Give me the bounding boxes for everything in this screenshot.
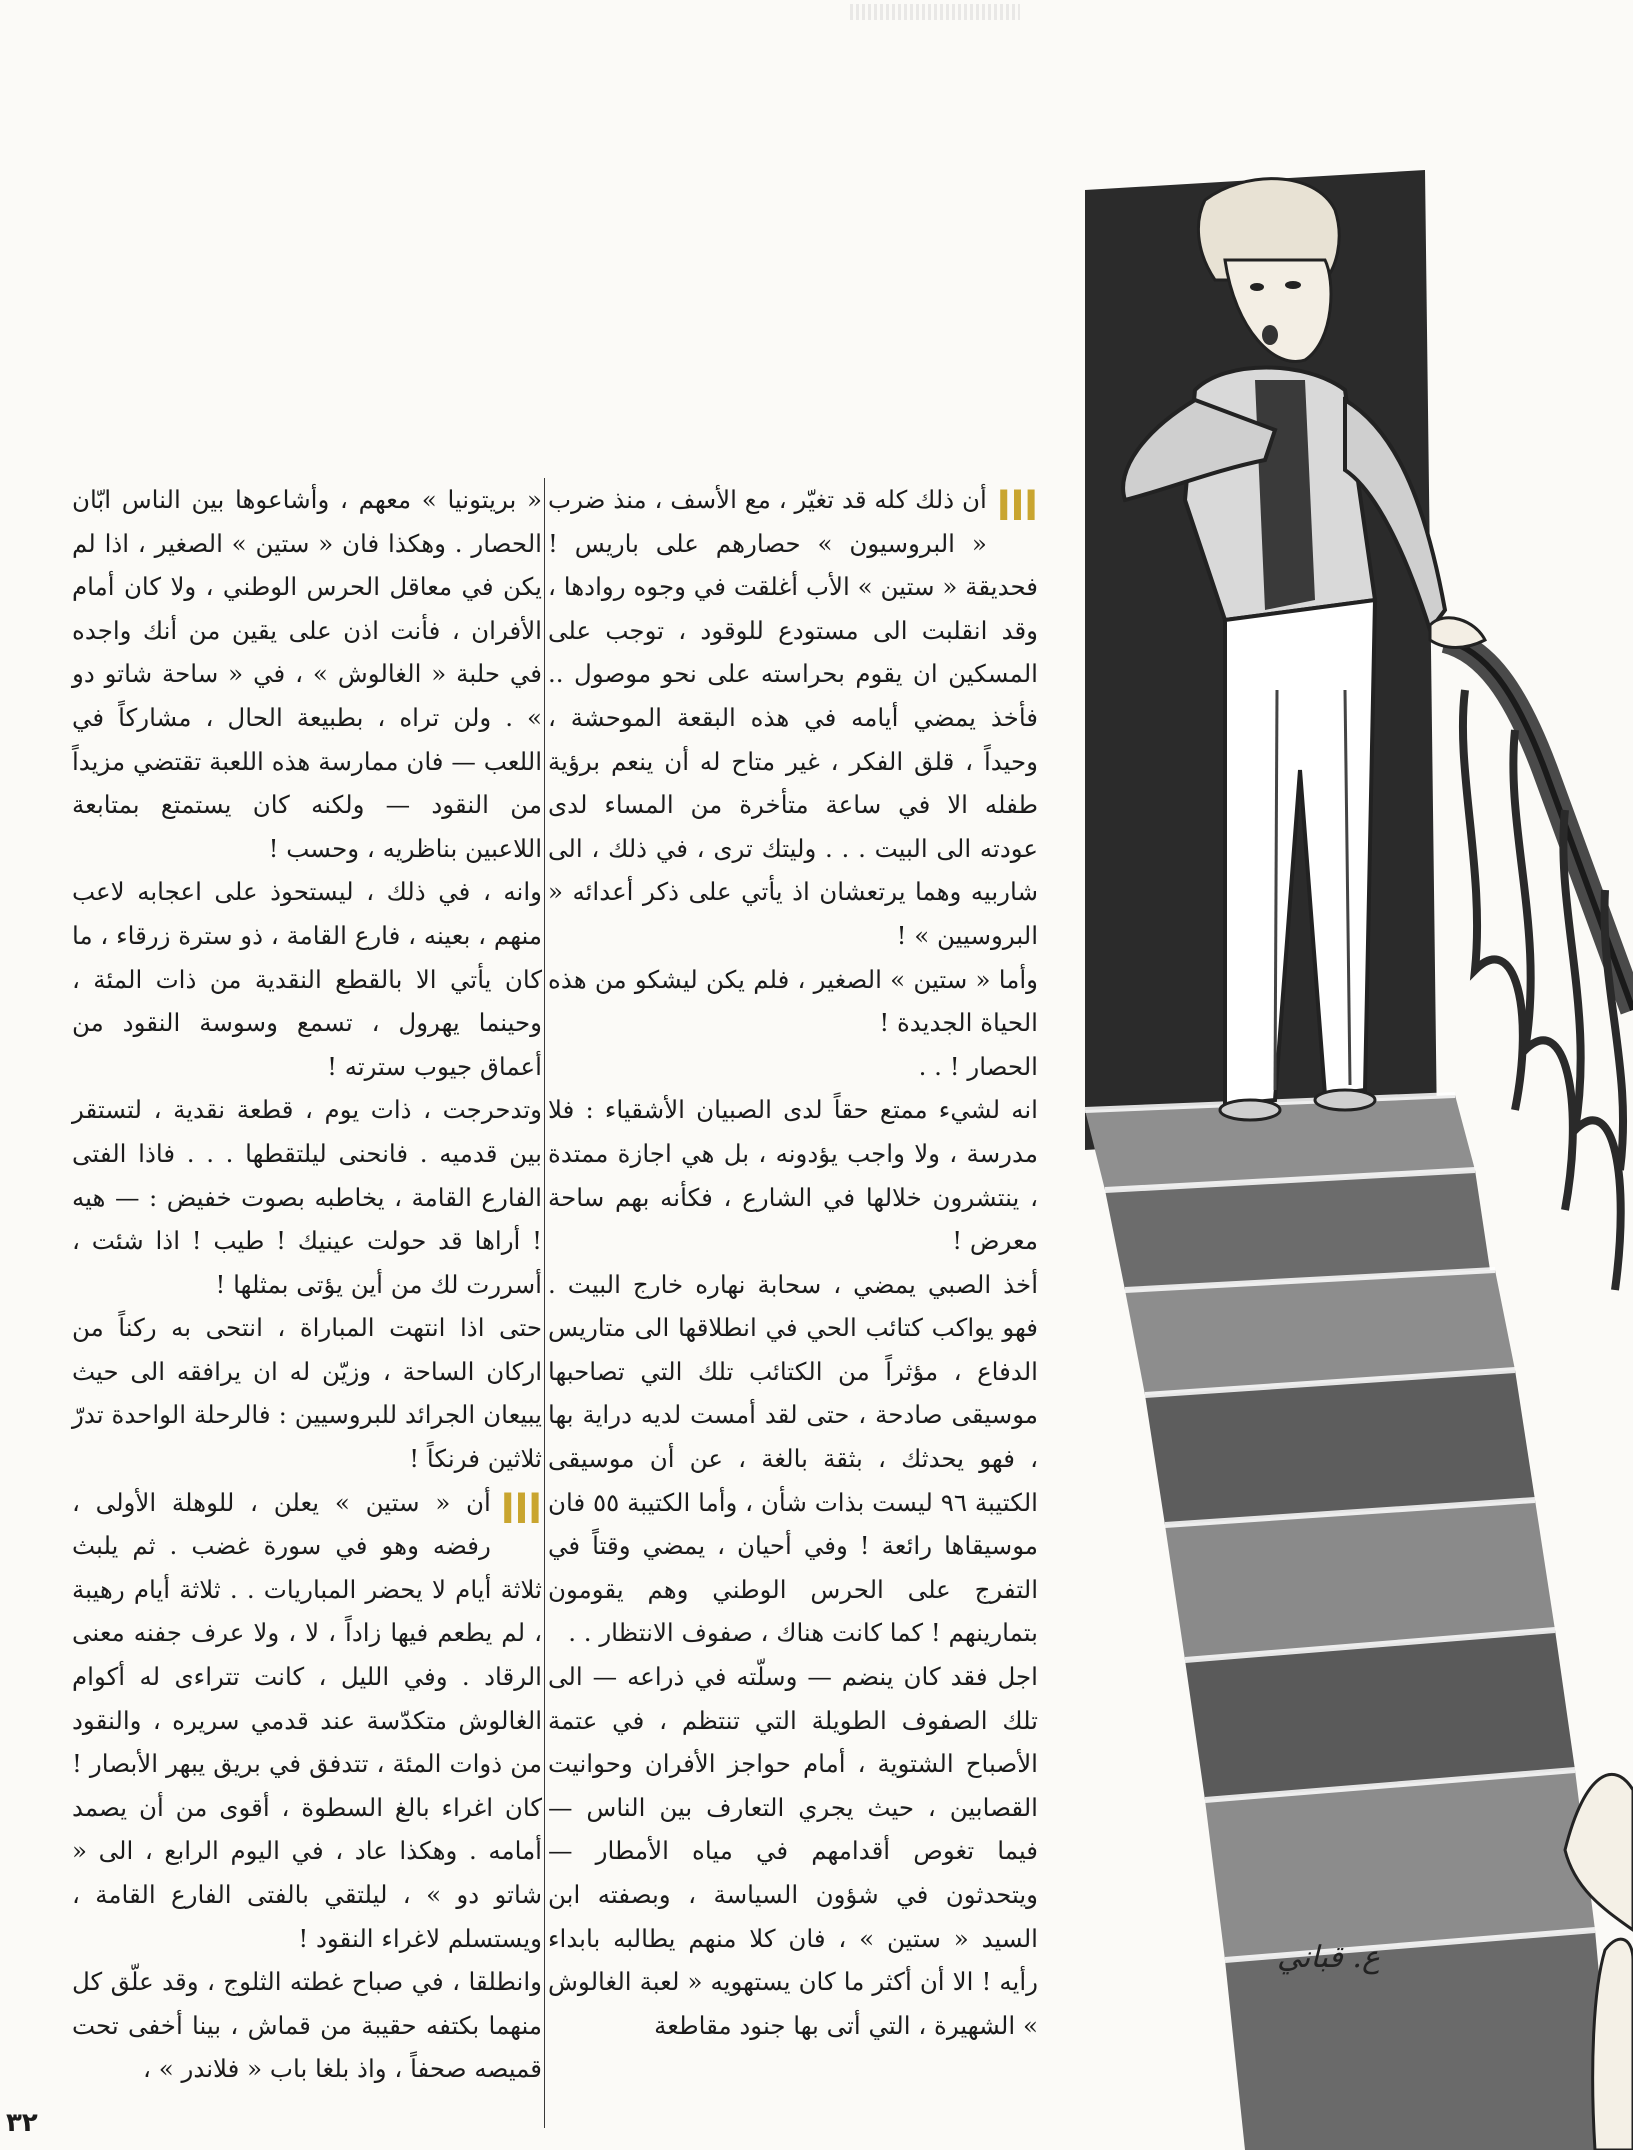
paragraph: ااا أن « ستين » يعلن ، للوهلة الأولى ، رفضه وهو في سورة غضب . ثم يلبث ثلاثة أيام لا يحضر المباريات . . ثلاثة أيام رهيبة ، لم يطعم فيها زاداً ، لا ، ولا عرف جفنه معنى الرقاد . وفي الليل ، كانت تتراءى له أكوام الغالوش متكدّسة عند قدمي سريره ، والنقود من ذوات المئة ، تتدفق في بريق يبهر الأبصار ! كان اغراء بالغ السطوة ، أقوى من أن يصمد أمامه . وهكذا عاد ، في اليوم الرابع ، الى « شاتو دو » ، ليلتقي بالفتى الفارع القامة ، ويستسلم لاغراء النقود ! <box>72 1486 542 1953</box>
page-number: ٣٢ <box>6 2108 38 2138</box>
article-column-left <box>72 478 542 2091</box>
drop-cap-ornament: ااا <box>500 1486 542 1533</box>
paragraph: وأما « ستين » الصغير ، فلم يكن ليشكو من هذه الحياة الجديدة ! <box>548 964 1038 1038</box>
paragraph: ااا أن ذلك كله قد تغيّر ، مع الأسف ، منذ ضرب « البروسيون » حصارهم على باريس ! فحديقة « ستين » الأب أغلقت في وجوه روادها ، وقد انقلبت الى مستودع للوقود ، توجب على المسكين ان يقوم بحراسته على نحو موصول .. فأخذ يمضي أيامه في هذه البقعة الموحشة ، وحيداً ، قلق الفكر ، غير متاح له أن ينعم برؤية طفله الا في ساعة متأخرة من المساء لدى عودته الى البيت . . . وليتك ترى ، في ذلك ، الى شاربيه وهما يرتعشان اذ يأتي على ذكر أعدائه « البروسيين » ! <box>548 484 1038 950</box>
paragraph: وانه ، في ذلك ، ليستحوذ على اعجابه لاعب منهم ، بعينه ، فارع القامة ، ذو سترة زرقاء ، ما كان يأتي الا بالقطع النقدية من ذات المئة ، وحينما يهرول ، تسمع وسوسة النقود من أعماق جيوب سترته ! <box>72 877 542 1081</box>
paragraph: اجل فقد كان ينضم — وسلّته في ذراعه — الى تلك الصفوف الطويلة التي تنتظم ، في عتمة الأصباح الشتوية ، أمام حواجز الأفران وحوانيت القصابين ، حيث يجري التعارف بين الناس — فيما تغوص أقدامهم في مياه الأمطار — ويتحدثون في شؤون السياسة ، وبصفته ابن السيد « ستين » ، فان كلا منهم يطالبه بابداء رأيه ! الا أن أكثر ما كان يستهويه « لعبة الغالوش » الشهيرة ، التي أتى بها جنود مقاطعة <box>548 1662 1038 2040</box>
paragraph: حتى اذا انتهت المباراة ، انتحى به ركناً من اركان الساحة ، وزيّن له ان يرافقه الى حيث يبيعان الجرائد للبروسيين : فالرحلة الواحدة تدرّ ثلاثين فرنكاً ! <box>72 1313 542 1474</box>
paragraph: « بريتونيا » معهم ، وأشاعوها بين الناس ابّان الحصار . وهكذا فان « ستين » الصغير ، اذا لم يكن في معاقل الحرس الوطني ، ولا كان أمام الأفران ، فأنت اذن على يقين من أنك واجده في حلبة « الغالوش » ، في « ساحة شاتو دو » . ولن تراه ، بطبيعة الحال ، مشاركاً في اللعب — فان ممارسة هذه اللعبة تقتضي مزيداً من النقود — ولكنه كان يستمتع بمتابعة اللاعبين بناظريه ، وحسب ! <box>72 485 542 863</box>
paragraph: أخذ الصبي يمضي ، سحابة نهاره خارج البيت . فهو يواكب كتائب الحي في انطلاقها الى متاريس الدفاع ، مؤثراً من الكتائب تلك التي تصاحبها موسيقى صادحة ، حتى لقد أمست لديه دراية بها ، فهو يحدثك ، بثقة بالغة ، عن أن موسيقى الكتيبة ٩٦ ليست بذات شأن ، وأما الكتيبة ٥٥ فان موسيقاها رائعة ! وفي أحيان ، يمضي وقتاً في التفرج على الحرس الوطني وهم يقومون بتمارينهم ! كما كانت هناك ، صفوف الانتظار . . <box>548 1269 1038 1648</box>
paragraph: وتدحرجت ، ذات يوم ، قطعة نقدية ، لتستقر بين قدميه . فانحنى ليلتقطها . . . فاذا الفتى الفارع القامة ، يخاطبه بصوت خفيض : — هيه ! أراها قد حولت عينيك ! طيب ! اذا شئت ، أسررت لك من أين يؤتى بمثلها ! <box>72 1095 542 1299</box>
print-smudge <box>850 4 1020 20</box>
artist-signature: ع. قباني <box>1277 1940 1380 1975</box>
stair-steps <box>1085 1095 1615 2150</box>
article-column-right <box>548 478 1038 2047</box>
paragraph: الحصار ! . . <box>918 1051 1038 1081</box>
drop-cap-ornament: ااا <box>996 484 1038 530</box>
column-divider <box>544 478 545 2128</box>
paragraph: وانطلقا ، في صباح غطته الثلوج ، وقد علّق كل منهما بكتفه حقيبة من قماش ، بينا أخفى تحت قميصه صحفاً ، واذ بلغا باب « فلاندر » ، <box>72 1967 542 2084</box>
paragraph: انه لشيء ممتع حقاً لدى الصبيان الأشقياء : فلا مدرسة ، ولا واجب يؤدونه ، بل هي اجازة ممتدة ، ينتشرون خلالها في الشارع ، فكأنه بهم ساحة معرض ! <box>548 1095 1038 1256</box>
staircase-illustration <box>1045 170 1633 2150</box>
